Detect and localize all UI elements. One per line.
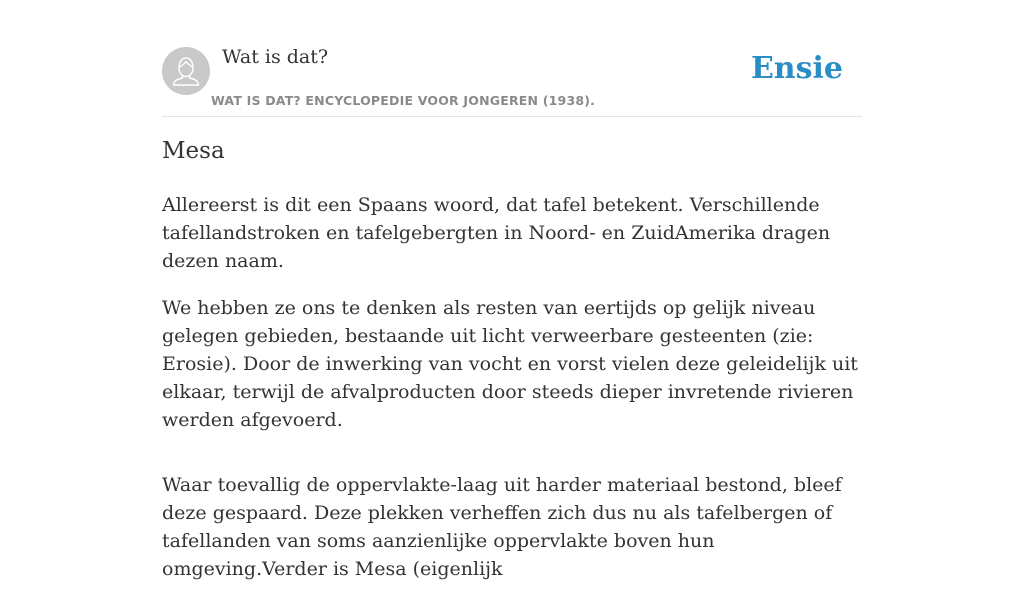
article-paragraph: Allereerst is dit een Spaans woord, dat tafel betekent. Verschillende tafellandstroken en tafelgebergten in Noord- en ZuidAmerika dragen dezen naam. — [162, 194, 831, 272]
article-paragraph: Waar toevallig de oppervlakte-laag uit harder materiaal bestond, bleef deze gespaard. Deze plekken verheffen zich dus nu als tafelbergen of tafellanden van soms aanzienlijke oppervlakte boven hun omgeving.Verder is Mesa (eigenlijk — [162, 474, 842, 580]
page-container — [162, 0, 862, 580]
source-subtitle: WAT IS DAT? ENCYCLOPEDIE VOOR JONGEREN (1938). — [211, 93, 596, 108]
article-paragraph: We hebben ze ons te denken als resten van eertijds op gelijk niveau gelegen gebieden, bestaande uit licht verweerbare gesteenten (zie: Erosie). Door de inwerking van vocht en vorst vielen deze geleidelijk uit elkaar, terwijl de afvalproducten door steeds dieper invretende rivieren werden afgevoerd. — [162, 297, 858, 431]
source-header — [162, 0, 862, 117]
user-avatar-icon[interactable] — [162, 47, 210, 95]
ensie-logo[interactable]: Ensie — [750, 51, 843, 86]
article-title: Mesa — [162, 138, 225, 164]
person-icon — [162, 47, 210, 95]
source-title-link[interactable]: Wat is dat? — [222, 46, 329, 68]
article-body — [162, 191, 862, 602]
